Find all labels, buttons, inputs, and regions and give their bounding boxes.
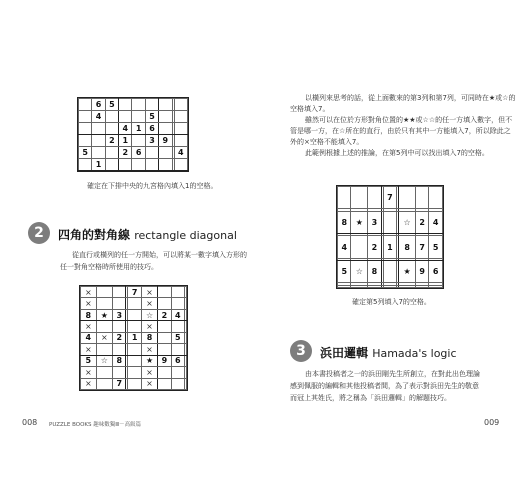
sudoku-cell bbox=[184, 298, 186, 309]
sudoku-cell bbox=[79, 123, 92, 135]
sudoku-cell: 1 bbox=[128, 332, 141, 343]
sudoku-cell bbox=[132, 135, 145, 147]
sudoku-cell: 1 bbox=[92, 159, 105, 171]
sudoku-cell: 4 bbox=[174, 147, 187, 159]
sudoku-grid-example-1 bbox=[77, 97, 189, 172]
sudoku-row bbox=[338, 236, 443, 258]
sudoku-cell: × bbox=[141, 367, 158, 378]
section-title-3 bbox=[320, 344, 457, 361]
sudoku-cell bbox=[368, 187, 381, 209]
sudoku-cell: ☆ bbox=[141, 309, 158, 320]
sudoku-row bbox=[81, 287, 187, 298]
sudoku-row bbox=[79, 159, 188, 171]
sudoku-cell: 5 bbox=[81, 355, 97, 366]
sudoku-cell bbox=[105, 111, 118, 123]
sudoku-cell: 5 bbox=[145, 111, 158, 123]
sudoku-row bbox=[81, 309, 187, 320]
sudoku-cell bbox=[174, 99, 187, 111]
sudoku-cell bbox=[113, 321, 126, 332]
sudoku-cell bbox=[158, 298, 171, 309]
sudoku-cell: 6 bbox=[171, 355, 184, 366]
sudoku-cell: × bbox=[96, 332, 113, 343]
sudoku-cell bbox=[351, 187, 368, 209]
sudoku-cell: 8 bbox=[368, 261, 381, 283]
sudoku-cell: 8 bbox=[141, 332, 158, 343]
sudoku-cell bbox=[105, 147, 118, 159]
section-2-body-line-2: 任一對角空格時所使用的技巧。 bbox=[60, 263, 158, 271]
sudoku-cell bbox=[158, 344, 171, 355]
sudoku-cell bbox=[159, 99, 172, 111]
sudoku-cell: 8 bbox=[113, 355, 126, 366]
sudoku-row bbox=[338, 285, 443, 287]
sudoku-cell bbox=[79, 135, 92, 147]
sudoku-cell bbox=[119, 159, 132, 171]
sudoku-cell bbox=[159, 147, 172, 159]
section-2-body-line-1: 從直行或橫列的任一方開始，可以將某一數字填入方形的 bbox=[72, 251, 247, 259]
sudoku-cell: ☆ bbox=[96, 355, 113, 366]
sudoku-cell bbox=[368, 285, 381, 287]
sudoku-cell: 7 bbox=[383, 187, 396, 209]
section-number-badge-2: 2 bbox=[28, 222, 50, 244]
sudoku-cell: 6 bbox=[132, 147, 145, 159]
sudoku-cell: 2 bbox=[119, 147, 132, 159]
sudoku-cell: × bbox=[141, 344, 158, 355]
sudoku-cell: × bbox=[141, 287, 158, 298]
sudoku-cell bbox=[79, 159, 92, 171]
page-number-left: 008 bbox=[22, 418, 38, 427]
sudoku-cell: 7 bbox=[113, 378, 126, 390]
sudoku-cell bbox=[79, 99, 92, 111]
intro-line-5: 外的×空格不能填入7。 bbox=[290, 138, 364, 146]
sudoku-cell: ★ bbox=[96, 309, 113, 320]
sudoku-table bbox=[78, 98, 188, 171]
sudoku-cell: 5 bbox=[338, 261, 351, 283]
sudoku-row bbox=[81, 378, 187, 390]
intro-line-6: 此範例根據上述的推論，在第5列中可以找出填入7的空格。 bbox=[305, 149, 489, 157]
sudoku-cell bbox=[415, 187, 428, 209]
sudoku-cell: 1 bbox=[119, 135, 132, 147]
sudoku-cell: 5 bbox=[105, 99, 118, 111]
sudoku-cell bbox=[184, 321, 186, 332]
sudoku-row bbox=[81, 367, 187, 378]
sudoku-cell bbox=[158, 378, 171, 390]
sudoku-cell: 5 bbox=[79, 147, 92, 159]
sudoku-cell bbox=[184, 309, 186, 320]
sudoku-cell: 5 bbox=[171, 332, 184, 343]
sudoku-cell bbox=[158, 332, 171, 343]
sudoku-cell bbox=[171, 287, 184, 298]
sudoku-cell bbox=[128, 355, 141, 366]
section-title-2-en: rectangle diagonal bbox=[134, 229, 237, 242]
sudoku-row bbox=[79, 111, 188, 123]
sudoku-cell: 3 bbox=[368, 211, 381, 233]
sudoku-cell bbox=[132, 159, 145, 171]
sudoku-cell: 4 bbox=[119, 123, 132, 135]
sudoku-cell bbox=[184, 355, 186, 366]
intro-line-1: 以橫列來思考的話，從上面數來的第3列和第7列，可同時在★或☆的 bbox=[305, 94, 516, 102]
caption-grid-1: 確定在下排中央的九宮格內填入1的空格。 bbox=[87, 182, 218, 190]
sudoku-cell bbox=[338, 187, 351, 209]
sudoku-cell bbox=[119, 99, 132, 111]
sudoku-cell bbox=[145, 147, 158, 159]
sudoku-cell bbox=[92, 123, 105, 135]
sudoku-cell bbox=[92, 147, 105, 159]
intro-line-4: 管是哪一方，在☆所在的直行，由於只有其中一方能填入7，所以除此之 bbox=[290, 127, 511, 135]
sudoku-row bbox=[81, 321, 187, 332]
sudoku-cell: × bbox=[141, 298, 158, 309]
sudoku-cell: ★ bbox=[399, 261, 416, 283]
sudoku-cell: 1 bbox=[132, 123, 145, 135]
sudoku-cell bbox=[351, 236, 368, 258]
sudoku-cell bbox=[128, 344, 141, 355]
sudoku-cell bbox=[429, 285, 443, 287]
sudoku-cell: × bbox=[81, 321, 97, 332]
sudoku-cell bbox=[119, 111, 132, 123]
sudoku-cell bbox=[96, 298, 113, 309]
sudoku-cell: 2 bbox=[415, 211, 428, 233]
sudoku-cell bbox=[158, 321, 171, 332]
sudoku-cell bbox=[174, 123, 187, 135]
intro-line-3: 雖然可以在位於方形對角位置的★★或☆☆的任一方填入數字，但不 bbox=[305, 116, 513, 124]
sudoku-cell: 8 bbox=[399, 236, 416, 258]
sudoku-cell: 2 bbox=[113, 332, 126, 343]
sudoku-cell bbox=[174, 111, 187, 123]
sudoku-cell bbox=[184, 344, 186, 355]
sudoku-cell bbox=[128, 309, 141, 320]
sudoku-cell bbox=[184, 332, 186, 343]
sudoku-cell bbox=[113, 287, 126, 298]
sudoku-cell: 8 bbox=[81, 309, 97, 320]
sudoku-cell bbox=[171, 298, 184, 309]
sudoku-row bbox=[79, 123, 188, 135]
sudoku-cell: 4 bbox=[92, 111, 105, 123]
intro-line-2: 空格填入7。 bbox=[290, 105, 330, 113]
sudoku-cell: 7 bbox=[415, 236, 428, 258]
section-title-3-zh: 浜田邏輯 bbox=[320, 346, 369, 360]
section-title-3-en: Hamada's logic bbox=[372, 347, 457, 360]
sudoku-cell: 3 bbox=[113, 309, 126, 320]
sudoku-row bbox=[79, 99, 188, 111]
sudoku-cell bbox=[174, 135, 187, 147]
sudoku-row bbox=[81, 332, 187, 343]
sudoku-cell: × bbox=[81, 367, 97, 378]
sudoku-cell bbox=[113, 298, 126, 309]
sudoku-row bbox=[79, 135, 188, 147]
section-title-2 bbox=[58, 226, 237, 243]
sudoku-cell: 7 bbox=[128, 287, 141, 298]
sudoku-cell: 4 bbox=[171, 309, 184, 320]
sudoku-cell bbox=[338, 285, 351, 287]
sudoku-cell bbox=[383, 285, 396, 287]
sudoku-row bbox=[338, 211, 443, 233]
sudoku-cell bbox=[159, 111, 172, 123]
sudoku-cell bbox=[399, 187, 416, 209]
section-3-body-line-2: 感到佩服的編輯和其他投稿者間，為了表示對浜田先生的敬意 bbox=[290, 382, 479, 390]
sudoku-cell bbox=[105, 123, 118, 135]
sudoku-cell bbox=[92, 135, 105, 147]
sudoku-cell: × bbox=[81, 287, 97, 298]
sudoku-grid-result bbox=[336, 185, 444, 289]
sudoku-cell bbox=[184, 367, 186, 378]
sudoku-row bbox=[338, 187, 443, 209]
sudoku-cell bbox=[145, 99, 158, 111]
sudoku-cell: × bbox=[81, 298, 97, 309]
sudoku-cell: 5 bbox=[429, 236, 443, 258]
sudoku-cell: × bbox=[81, 344, 97, 355]
sudoku-cell: × bbox=[141, 378, 158, 390]
sudoku-cell: 6 bbox=[145, 123, 158, 135]
sudoku-cell: 4 bbox=[81, 332, 97, 343]
sudoku-grid-rectangle-diagonal bbox=[79, 285, 188, 391]
sudoku-cell bbox=[128, 298, 141, 309]
sudoku-cell: ★ bbox=[351, 211, 368, 233]
sudoku-cell bbox=[158, 367, 171, 378]
sudoku-cell: 3 bbox=[145, 135, 158, 147]
sudoku-row bbox=[81, 298, 187, 309]
sudoku-cell bbox=[159, 123, 172, 135]
sudoku-cell bbox=[128, 378, 141, 390]
sudoku-cell bbox=[171, 321, 184, 332]
sudoku-cell bbox=[184, 378, 186, 390]
page-number-right: 009 bbox=[484, 418, 500, 427]
sudoku-cell bbox=[159, 159, 172, 171]
sudoku-cell bbox=[399, 285, 416, 287]
sudoku-cell: × bbox=[81, 378, 97, 390]
sudoku-cell bbox=[351, 285, 368, 287]
sudoku-cell bbox=[429, 187, 443, 209]
sudoku-table bbox=[337, 186, 443, 288]
section-number-badge-3: 3 bbox=[290, 340, 312, 362]
section-3-body-line-1: 由本書投稿者之一的浜田剛先生所創立，在對此出色理論 bbox=[305, 370, 480, 378]
sudoku-cell: 9 bbox=[158, 355, 171, 366]
sudoku-cell bbox=[96, 367, 113, 378]
sudoku-cell bbox=[113, 367, 126, 378]
sudoku-cell bbox=[415, 285, 428, 287]
sudoku-row bbox=[81, 344, 187, 355]
sudoku-cell bbox=[171, 367, 184, 378]
sudoku-cell: 2 bbox=[158, 309, 171, 320]
sudoku-row bbox=[79, 147, 188, 159]
sudoku-cell: 6 bbox=[429, 261, 443, 283]
sudoku-cell: 2 bbox=[105, 135, 118, 147]
sudoku-cell: 9 bbox=[159, 135, 172, 147]
sudoku-cell bbox=[96, 344, 113, 355]
section-3-body-line-3: 而冠上其姓氏，將之稱為「浜田邏輯」的解題技巧。 bbox=[290, 394, 451, 402]
sudoku-cell: 4 bbox=[338, 236, 351, 258]
sudoku-cell bbox=[105, 159, 118, 171]
sudoku-cell bbox=[128, 321, 141, 332]
sudoku-cell bbox=[96, 287, 113, 298]
sudoku-cell: 8 bbox=[338, 211, 351, 233]
sudoku-cell: ☆ bbox=[399, 211, 416, 233]
sudoku-row bbox=[338, 261, 443, 283]
sudoku-cell bbox=[171, 344, 184, 355]
sudoku-cell: ★ bbox=[141, 355, 158, 366]
sudoku-cell bbox=[96, 378, 113, 390]
sudoku-cell bbox=[145, 159, 158, 171]
sudoku-cell: 4 bbox=[429, 211, 443, 233]
sudoku-row bbox=[81, 355, 187, 366]
footer-book-title: PUZZLE BOOKS 趣味數獨Ⅲ－高級篇 bbox=[49, 422, 142, 428]
sudoku-cell: ☆ bbox=[351, 261, 368, 283]
sudoku-cell bbox=[132, 99, 145, 111]
sudoku-cell bbox=[96, 321, 113, 332]
sudoku-cell bbox=[383, 261, 396, 283]
section-title-2-zh: 四角的對角線 bbox=[58, 228, 131, 242]
sudoku-cell bbox=[383, 211, 396, 233]
sudoku-cell bbox=[158, 287, 171, 298]
sudoku-cell: 2 bbox=[368, 236, 381, 258]
sudoku-cell bbox=[128, 367, 141, 378]
sudoku-cell bbox=[184, 287, 186, 298]
sudoku-cell bbox=[113, 344, 126, 355]
sudoku-cell bbox=[171, 378, 184, 390]
sudoku-cell bbox=[79, 111, 92, 123]
sudoku-cell: 9 bbox=[415, 261, 428, 283]
sudoku-cell: × bbox=[141, 321, 158, 332]
sudoku-cell: 6 bbox=[92, 99, 105, 111]
sudoku-cell: 1 bbox=[383, 236, 396, 258]
caption-grid-3: 確定第5列填入7的空格。 bbox=[352, 298, 431, 306]
sudoku-cell bbox=[132, 111, 145, 123]
sudoku-cell bbox=[174, 159, 187, 171]
sudoku-table bbox=[80, 286, 187, 390]
